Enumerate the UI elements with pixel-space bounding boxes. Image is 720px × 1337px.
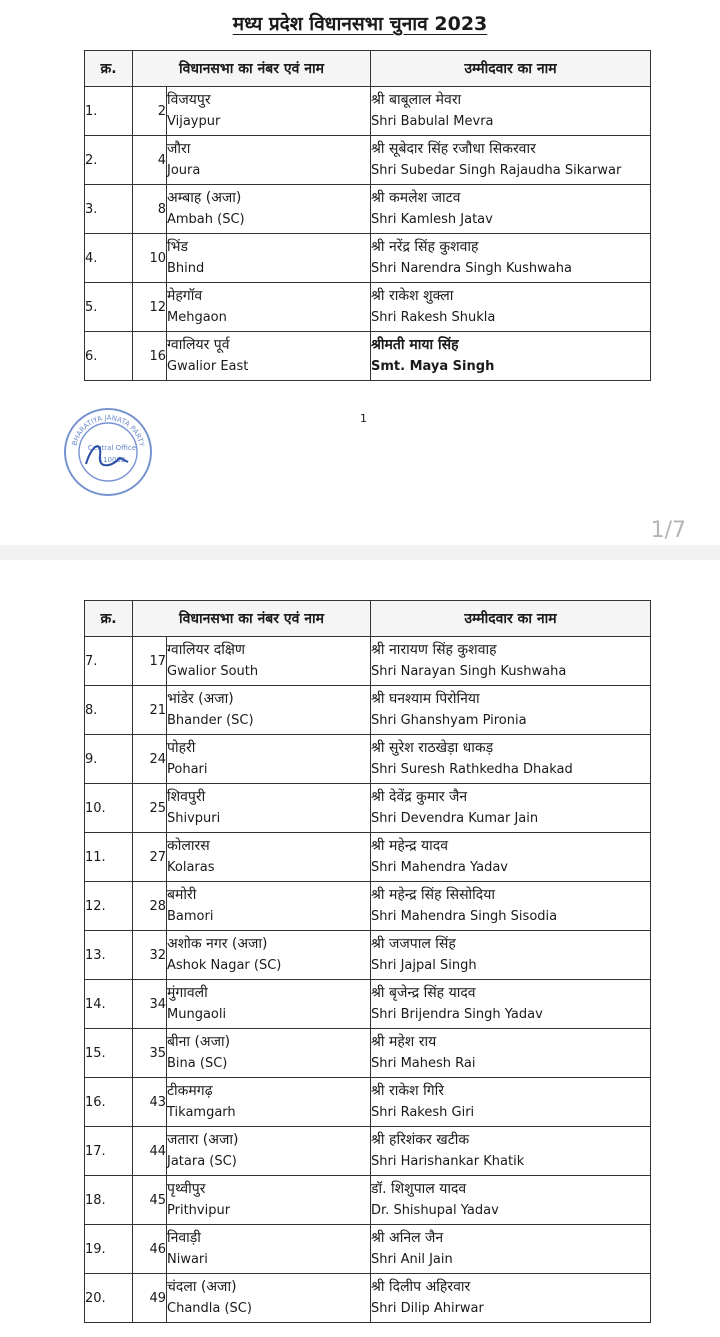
constituency-name-hindi: विजयपुर (167, 92, 211, 108)
candidate-name-english: Shri Rakesh Giri (371, 1105, 475, 1120)
constituency-name-hindi: निवाड़ी (167, 1230, 201, 1246)
header-constituency: विधानसभा का नंबर एवं नाम (133, 601, 371, 637)
candidate-name-english: Shri Narayan Singh Kushwaha (371, 664, 567, 679)
constituency-name (167, 87, 371, 136)
constituency-name-hindi: चंदला (अजा) (167, 1279, 237, 1295)
constituency-name (167, 833, 371, 882)
candidate-name-hindi: श्री महेन्द्र सिंह सिसोदिया (371, 887, 495, 903)
constituency-number: 43 (133, 1078, 167, 1127)
serial-number: 12. (85, 882, 133, 931)
candidate-name (371, 283, 651, 332)
constituency-name-english: Mungaoli (167, 1007, 227, 1022)
candidate-name-english: Shri Dilip Ahirwar (371, 1301, 484, 1316)
constituency-number: 44 (133, 1127, 167, 1176)
serial-number: 13. (85, 931, 133, 980)
header-serial: क्र. (85, 601, 133, 637)
table-row (85, 87, 651, 136)
constituency-name-english: Gwalior East (167, 359, 249, 374)
constituency-name-english: Bina (SC) (167, 1056, 228, 1071)
serial-number: 19. (85, 1225, 133, 1274)
serial-number: 14. (85, 980, 133, 1029)
candidate-name (371, 637, 651, 686)
constituency-number: 8 (133, 185, 167, 234)
candidate-name-hindi: श्री देवेंद्र कुमार जैन (371, 789, 468, 805)
table-header-row (85, 51, 651, 87)
table-row (85, 234, 651, 283)
constituency-name (167, 637, 371, 686)
candidate-name-english: Shri Narendra Singh Kushwaha (371, 261, 572, 276)
constituency-name (167, 1029, 371, 1078)
constituency-name-hindi: कोलारस (167, 838, 210, 854)
constituency-number: 2 (133, 87, 167, 136)
constituency-name-english: Ambah (SC) (167, 212, 245, 227)
candidate-name-hindi: श्री कमलेश जाटव (371, 190, 461, 206)
candidate-name (371, 136, 651, 185)
candidate-name (371, 686, 651, 735)
constituency-name-hindi: भिंड (167, 239, 188, 255)
constituency-name (167, 980, 371, 1029)
table-header-row (85, 601, 651, 637)
candidate-name (371, 931, 651, 980)
candidate-name (371, 332, 651, 381)
constituency-number: 35 (133, 1029, 167, 1078)
candidate-name-english: Shri Harishankar Khatik (371, 1154, 525, 1169)
candidate-name-hindi: श्री महेश राय (371, 1034, 437, 1050)
candidate-name (371, 980, 651, 1029)
candidate-name-english: Shri Kamlesh Jatav (371, 212, 493, 227)
constituency-name-hindi: ग्वालियर पूर्व (167, 337, 230, 353)
serial-number: 10. (85, 784, 133, 833)
table-row (85, 735, 651, 784)
candidate-name-hindi: श्री बृजेन्द्र सिंह यादव (371, 985, 476, 1001)
constituency-name-english: Joura (167, 163, 201, 178)
seal-outer-text: BHARATIYA JANATA PARTY (70, 413, 146, 448)
table-row (85, 1127, 651, 1176)
header-serial: क्र. (85, 51, 133, 87)
constituency-name-english: Shivpuri (167, 811, 221, 826)
candidate-name (371, 185, 651, 234)
constituency-number: 32 (133, 931, 167, 980)
constituency-number: 12 (133, 283, 167, 332)
candidate-name-hindi: डॉ. शिशुपाल यादव (371, 1181, 467, 1197)
constituency-name (167, 686, 371, 735)
pdf-page-indicator: 1/7 (650, 518, 686, 543)
candidate-name (371, 1225, 651, 1274)
table-row (85, 1029, 651, 1078)
constituency-name-english: Kolaras (167, 860, 215, 875)
header-constituency: विधानसभा का नंबर एवं नाम (133, 51, 371, 87)
serial-number: 2. (85, 136, 133, 185)
constituency-name (167, 1176, 371, 1225)
constituency-name (167, 931, 371, 980)
constituency-name-hindi: पोहरी (167, 740, 196, 756)
serial-number: 4. (85, 234, 133, 283)
constituency-name-hindi: बीना (अजा) (167, 1034, 231, 1050)
document-page-1 (0, 0, 720, 545)
candidate-name-english: Shri Rakesh Shukla (371, 310, 496, 325)
constituency-name-english: Niwari (167, 1252, 208, 1267)
constituency-name (167, 735, 371, 784)
constituency-number: 49 (133, 1274, 167, 1323)
table-row (85, 833, 651, 882)
constituency-name-english: Jatara (SC) (167, 1154, 237, 1169)
candidate-name-english: Shri Mahendra Singh Sisodia (371, 909, 558, 924)
constituency-number: 28 (133, 882, 167, 931)
constituency-name-english: Tikamgarh (167, 1105, 236, 1120)
seal-line-2: 110002 (98, 456, 126, 464)
candidate-name-english: Dr. Shishupal Yadav (371, 1203, 499, 1218)
constituency-name-english: Bhind (167, 261, 205, 276)
header-candidate: उम्मीदवार का नाम (371, 601, 651, 637)
candidate-name (371, 1274, 651, 1323)
constituency-name-hindi: अशोक नगर (अजा) (167, 936, 268, 952)
candidate-name (371, 735, 651, 784)
candidate-name (371, 833, 651, 882)
candidate-name (371, 1176, 651, 1225)
document-title: मध्य प्रदेश विधानसभा चुनाव 2023 (232, 13, 488, 35)
constituency-name (167, 136, 371, 185)
candidate-table-page-1 (84, 50, 651, 381)
constituency-name-hindi: पृथ्वीपुर (167, 1181, 206, 1197)
serial-number: 6. (85, 332, 133, 381)
constituency-name (167, 185, 371, 234)
constituency-name-english: Prithvipur (167, 1203, 231, 1218)
candidate-name-english: Shri Subedar Singh Rajaudha Sikarwar (371, 163, 622, 178)
serial-number: 20. (85, 1274, 133, 1323)
candidate-name-hindi: श्री नरेंद्र सिंह कुशवाह (371, 239, 479, 255)
constituency-name-english: Mehgaon (167, 310, 227, 325)
candidate-name (371, 1078, 651, 1127)
candidate-name-english: Shri Devendra Kumar Jain (371, 811, 539, 826)
constituency-number: 16 (133, 332, 167, 381)
constituency-name (167, 1225, 371, 1274)
candidate-name-english: Shri Mahendra Yadav (371, 860, 508, 875)
constituency-name-english: Chandla (SC) (167, 1301, 252, 1316)
candidate-name (371, 1127, 651, 1176)
table-row (85, 185, 651, 234)
constituency-number: 25 (133, 784, 167, 833)
serial-number: 9. (85, 735, 133, 784)
constituency-name-hindi: जतारा (अजा) (167, 1132, 239, 1148)
candidate-table-page-2 (84, 600, 651, 1323)
serial-number: 16. (85, 1078, 133, 1127)
constituency-number: 24 (133, 735, 167, 784)
candidate-name-english: Smt. Maya Singh (371, 359, 495, 374)
constituency-name (167, 332, 371, 381)
serial-number: 1. (85, 87, 133, 136)
table-row (85, 136, 651, 185)
candidate-name-english: Shri Suresh Rathkedha Dhakad (371, 762, 573, 777)
document-page-2 (0, 560, 720, 1337)
candidate-name-hindi: श्री अनिल जैन (371, 1230, 444, 1246)
table-row (85, 332, 651, 381)
constituency-name (167, 1078, 371, 1127)
constituency-name-english: Gwalior South (167, 664, 259, 679)
candidate-name-english: Shri Babulal Mevra (371, 114, 494, 129)
constituency-number: 21 (133, 686, 167, 735)
constituency-name (167, 882, 371, 931)
table-row (85, 931, 651, 980)
constituency-number: 4 (133, 136, 167, 185)
candidate-name (371, 1029, 651, 1078)
candidate-name-hindi: श्री राकेश शुक्ला (371, 288, 454, 304)
table-row (85, 1225, 651, 1274)
table-row (85, 283, 651, 332)
constituency-name-hindi: भांडेर (अजा) (167, 691, 234, 707)
constituency-name-hindi: मुंगावली (167, 985, 208, 1001)
candidate-name (371, 882, 651, 931)
constituency-number: 10 (133, 234, 167, 283)
candidate-name (371, 234, 651, 283)
page-number: 1 (360, 412, 367, 425)
candidate-name-hindi: श्री घनश्याम पिरोनिया (371, 691, 480, 707)
candidate-name-english: Shri Ghanshyam Pironia (371, 713, 527, 728)
candidate-name-hindi: श्री बाबूलाल मेवरा (371, 92, 462, 108)
constituency-name-english: Bamori (167, 909, 214, 924)
constituency-name-hindi: ग्वालियर दक्षिण (167, 642, 245, 658)
constituency-name (167, 784, 371, 833)
party-seal-stamp (62, 406, 154, 498)
candidate-name (371, 87, 651, 136)
candidate-name-hindi: श्रीमती माया सिंह (371, 337, 459, 353)
table-row (85, 686, 651, 735)
candidate-name-hindi: श्री जजपाल सिंह (371, 936, 456, 952)
candidate-name-english: Shri Jajpal Singh (371, 958, 477, 973)
table-row (85, 980, 651, 1029)
serial-number: 17. (85, 1127, 133, 1176)
candidate-name-hindi: श्री हरिशंकर खटीक (371, 1132, 470, 1148)
constituency-name-hindi: शिवपुरी (167, 789, 206, 805)
candidate-name-english: Shri Brijendra Singh Yadav (371, 1007, 543, 1022)
constituency-name-english: Bhander (SC) (167, 713, 254, 728)
constituency-name (167, 1274, 371, 1323)
constituency-name (167, 283, 371, 332)
table-row (85, 1274, 651, 1323)
serial-number: 3. (85, 185, 133, 234)
table-row (85, 882, 651, 931)
serial-number: 5. (85, 283, 133, 332)
candidate-name-hindi: श्री सूबेदार सिंह रजौधा सिकरवार (371, 141, 536, 157)
table-row (85, 784, 651, 833)
constituency-number: 34 (133, 980, 167, 1029)
candidate-name-hindi: श्री नारायण सिंह कुशवाह (371, 642, 497, 658)
constituency-name (167, 234, 371, 283)
candidate-name-english: Shri Anil Jain (371, 1252, 453, 1267)
constituency-name-hindi: बमोरी (167, 887, 197, 903)
constituency-name (167, 1127, 371, 1176)
table-row (85, 1176, 651, 1225)
constituency-name-hindi: जौरा (167, 141, 191, 157)
candidate-name (371, 784, 651, 833)
serial-number: 8. (85, 686, 133, 735)
seal-line-1: Central Office (87, 444, 137, 452)
constituency-name-hindi: टीकमगढ़ (167, 1083, 213, 1099)
candidate-name-hindi: श्री सुरेश राठखेड़ा धाकड़ (371, 740, 494, 756)
table-row (85, 637, 651, 686)
table-row (85, 1078, 651, 1127)
serial-number: 15. (85, 1029, 133, 1078)
serial-number: 11. (85, 833, 133, 882)
constituency-name-english: Vijaypur (167, 114, 221, 129)
candidate-name-english: Shri Mahesh Rai (371, 1056, 476, 1071)
serial-number: 7. (85, 637, 133, 686)
constituency-name-hindi: मेहगॉव (167, 288, 203, 304)
candidate-name-hindi: श्री दिलीप अहिरवार (371, 1279, 471, 1295)
constituency-number: 27 (133, 833, 167, 882)
constituency-number: 45 (133, 1176, 167, 1225)
candidate-name-hindi: श्री महेन्द्र यादव (371, 838, 448, 854)
header-candidate: उम्मीदवार का नाम (371, 51, 651, 87)
candidate-name-hindi: श्री राकेश गिरि (371, 1083, 444, 1099)
serial-number: 18. (85, 1176, 133, 1225)
constituency-number: 17 (133, 637, 167, 686)
constituency-name-english: Ashok Nagar (SC) (167, 958, 282, 973)
constituency-number: 46 (133, 1225, 167, 1274)
constituency-name-hindi: अम्बाह (अजा) (167, 190, 242, 206)
constituency-name-english: Pohari (167, 762, 208, 777)
